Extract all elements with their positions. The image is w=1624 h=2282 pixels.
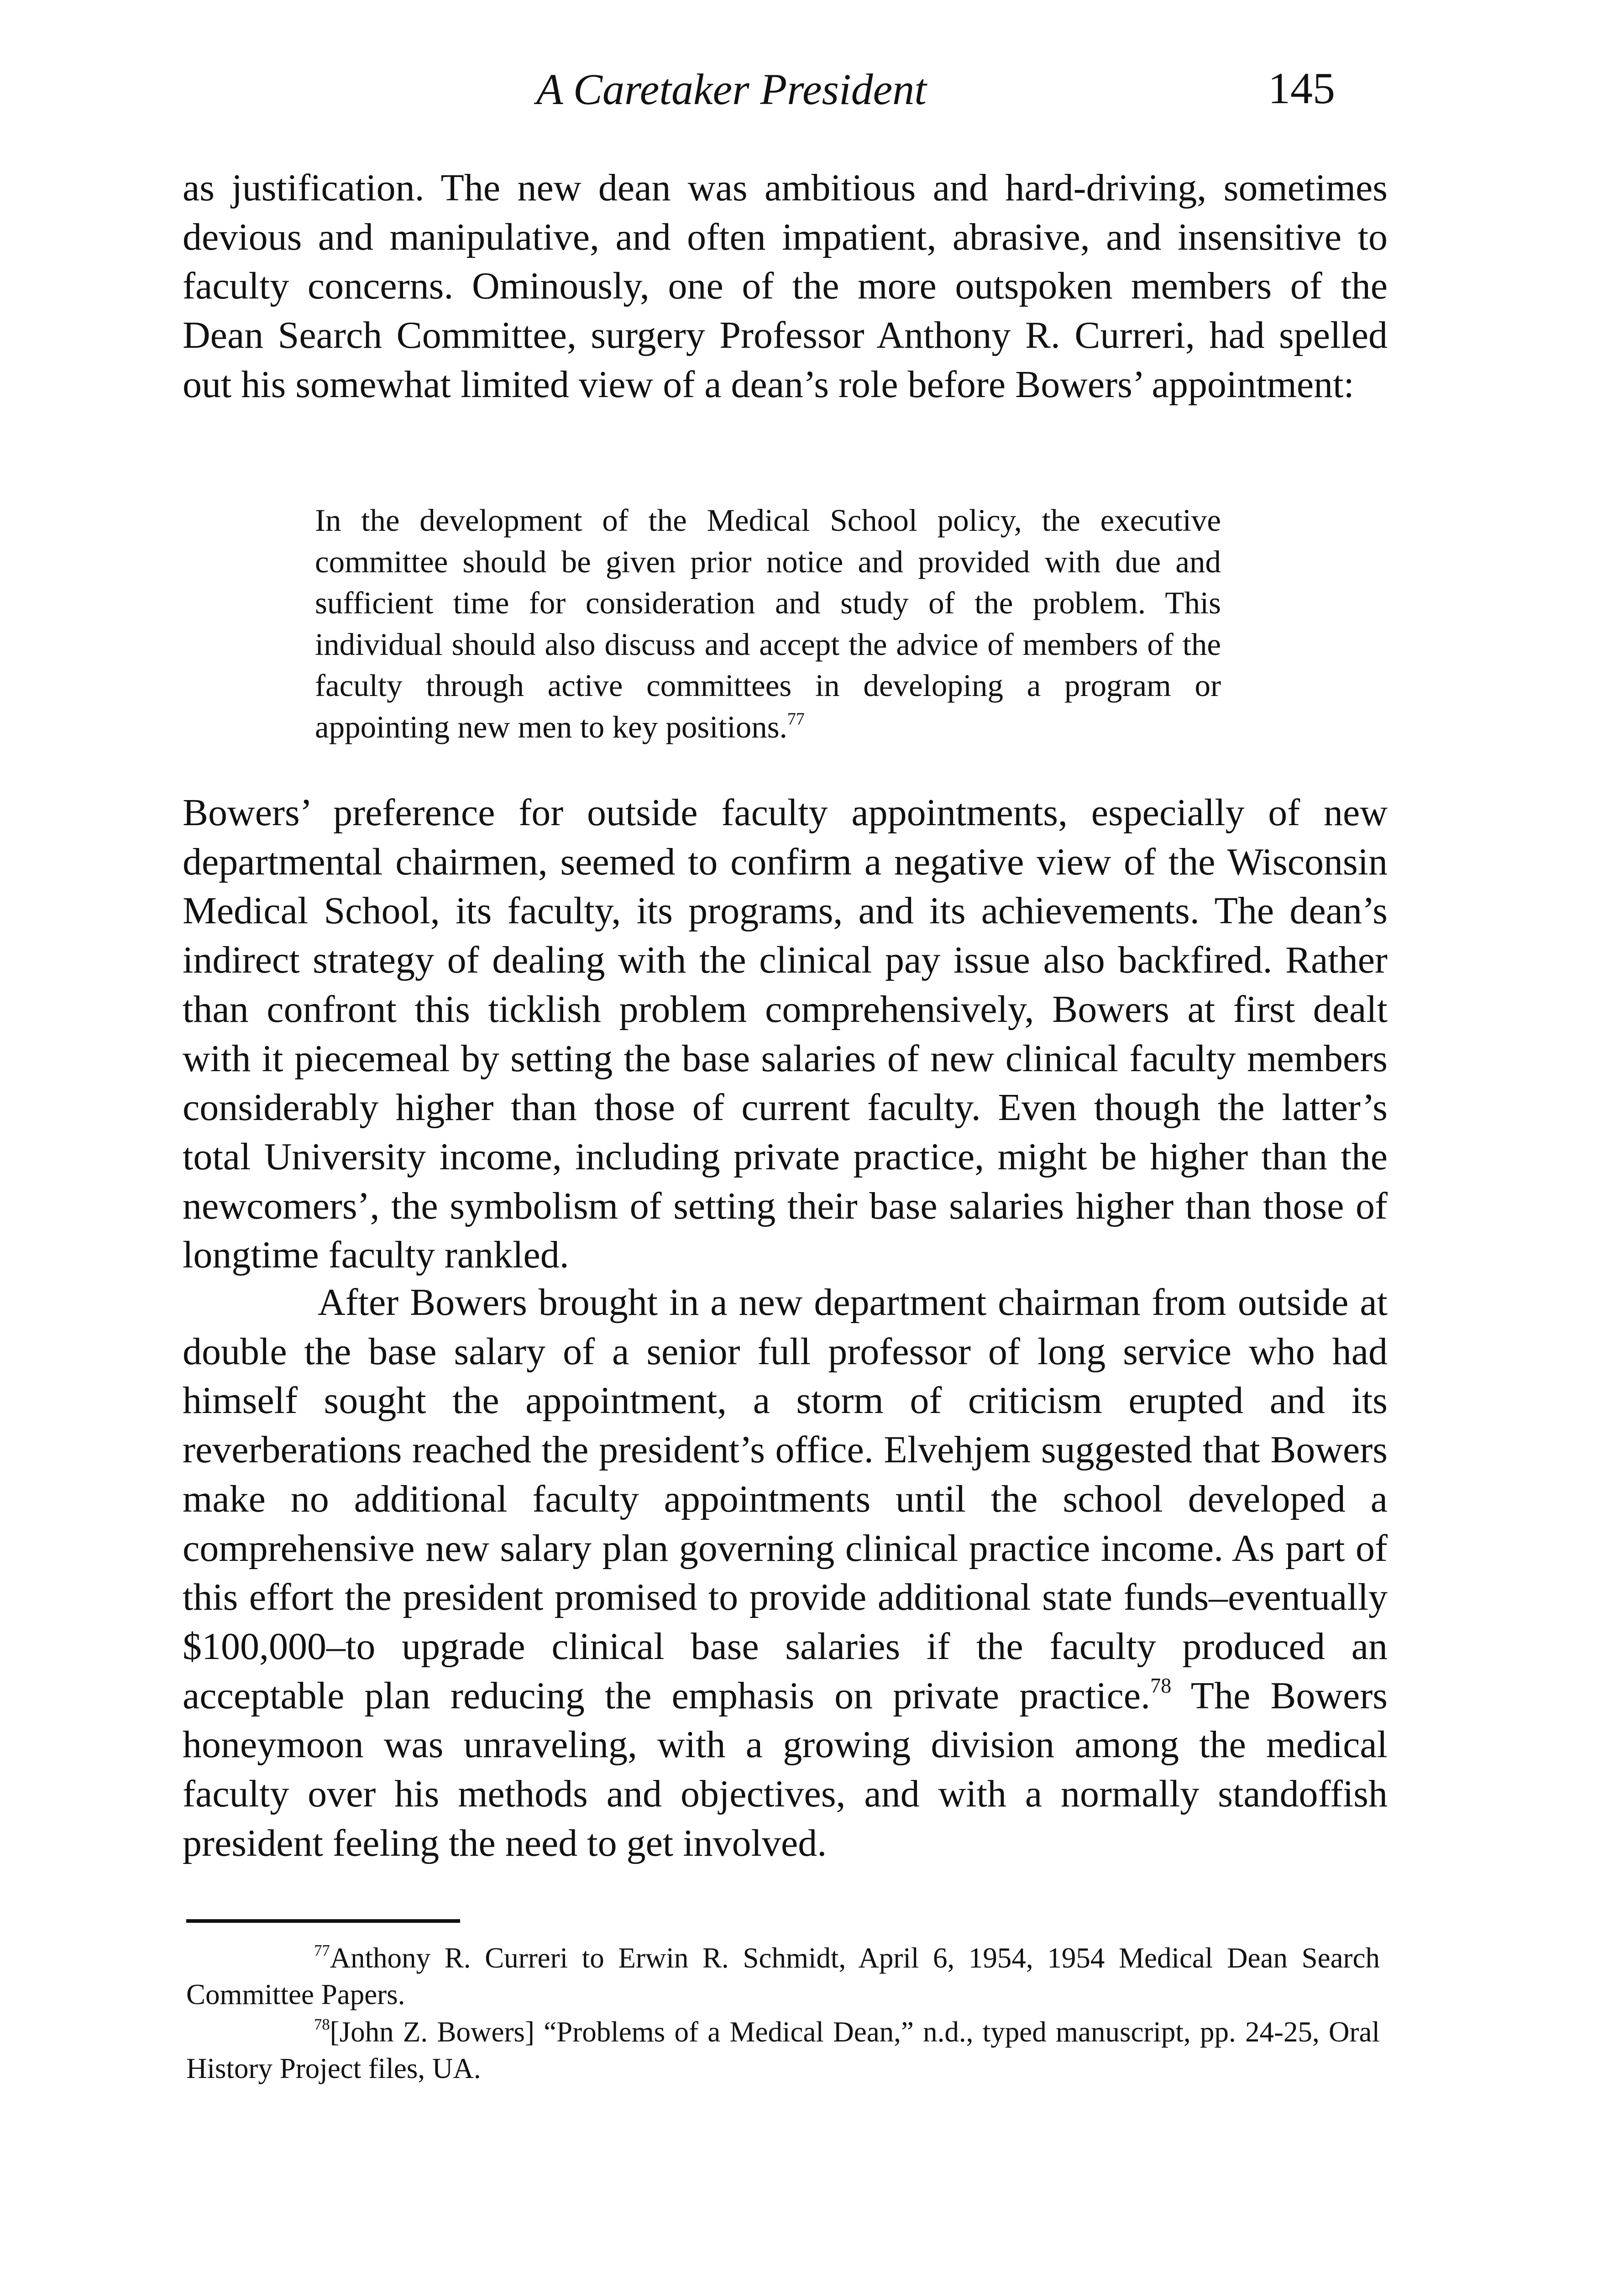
footnote-ref-78: 78 <box>1150 1673 1172 1697</box>
body-paragraph-3-text: After Bowers brought in a new department chairman from outside at double the base salary of a senior full professor of long service who had himself sought the appointment, a storm of criticism erupted and its reverberations reached the president’s office. Elvehjem suggested that Bowers make no additional faculty appointments until the school developed a comprehensive new salary plan governing clinical practice income. As part of this effort the president promised to provide additional state funds–eventually $100,000–to upgrade clinical base salaries if the faculty produced an acceptable plan reducing the emphasis on private practice. <box>183 1281 1388 1717</box>
footnote-77 <box>186 1940 1380 2013</box>
body-paragraph-3 <box>183 1278 1388 1868</box>
page-number: 145 <box>1268 64 1335 113</box>
body-paragraph-1: as justification. The new dean was ambitious and hard-driving, sometimes devious and manipulative, and often impatient, abrasive, and insensitive to faculty concerns. Ominously, one of the more outspoken members of the Dean Search Committee, surgery Professor Anthony R. Curreri, had spelled out his somewhat limited view of a dean’s role before Bowers’ appointment: <box>183 167 1388 406</box>
block-quote <box>315 500 1221 748</box>
footnote-number: 77 <box>314 1942 330 1960</box>
footnote-text: [John Z. Bowers] “Problems of a Medical Dean,” n.d., typed manuscript, pp. 24-25, Oral History Project files, UA. <box>186 2016 1380 2084</box>
footnote-78 <box>186 2014 1380 2087</box>
footnote-number: 78 <box>314 2016 330 2034</box>
footnote-divider <box>186 1919 460 1923</box>
body-paragraph-3-text-continued: The Bowers honeymoon was unraveling, with a growing division among the medical faculty over his methods and objectives, and with a normally standoffish president feeling the need to get involved. <box>183 1674 1388 1864</box>
footnote-text: Anthony R. Curreri to Erwin R. Schmidt, April 6, 1954, 1954 Medical Dean Search Committee Papers. <box>186 1942 1380 2010</box>
block-quote-text: In the development of the Medical School policy, the executive committee should be given prior notice and provided with due and sufficient time for consideration and study of the problem. This individual should also discuss and accept the advice of members of the faculty through active committees in developing a program or appointing new men to key positions. <box>315 503 1221 744</box>
running-head: A Caretaker President <box>536 65 927 114</box>
footnote-ref-77: 77 <box>787 709 805 729</box>
body-paragraph-2: Bowers’ preference for outside faculty appointments, especially of new departmental chairmen, seemed to confirm a negative view of the Wisconsin Medical School, its faculty, its programs, and its achievements. The dean’s indirect strategy of dealing with the clinical pay issue also backfired. Rather than confront this ticklish problem comprehensively, Bowers at first dealt with it piecemeal by setting the base salaries of new clinical faculty members considerably higher than those of current faculty. Even though the latter’s total University income, including private practice, might be higher than the newcomers’, the symbolism of setting their base salaries higher than those of longtime faculty rankled. <box>183 791 1388 1277</box>
